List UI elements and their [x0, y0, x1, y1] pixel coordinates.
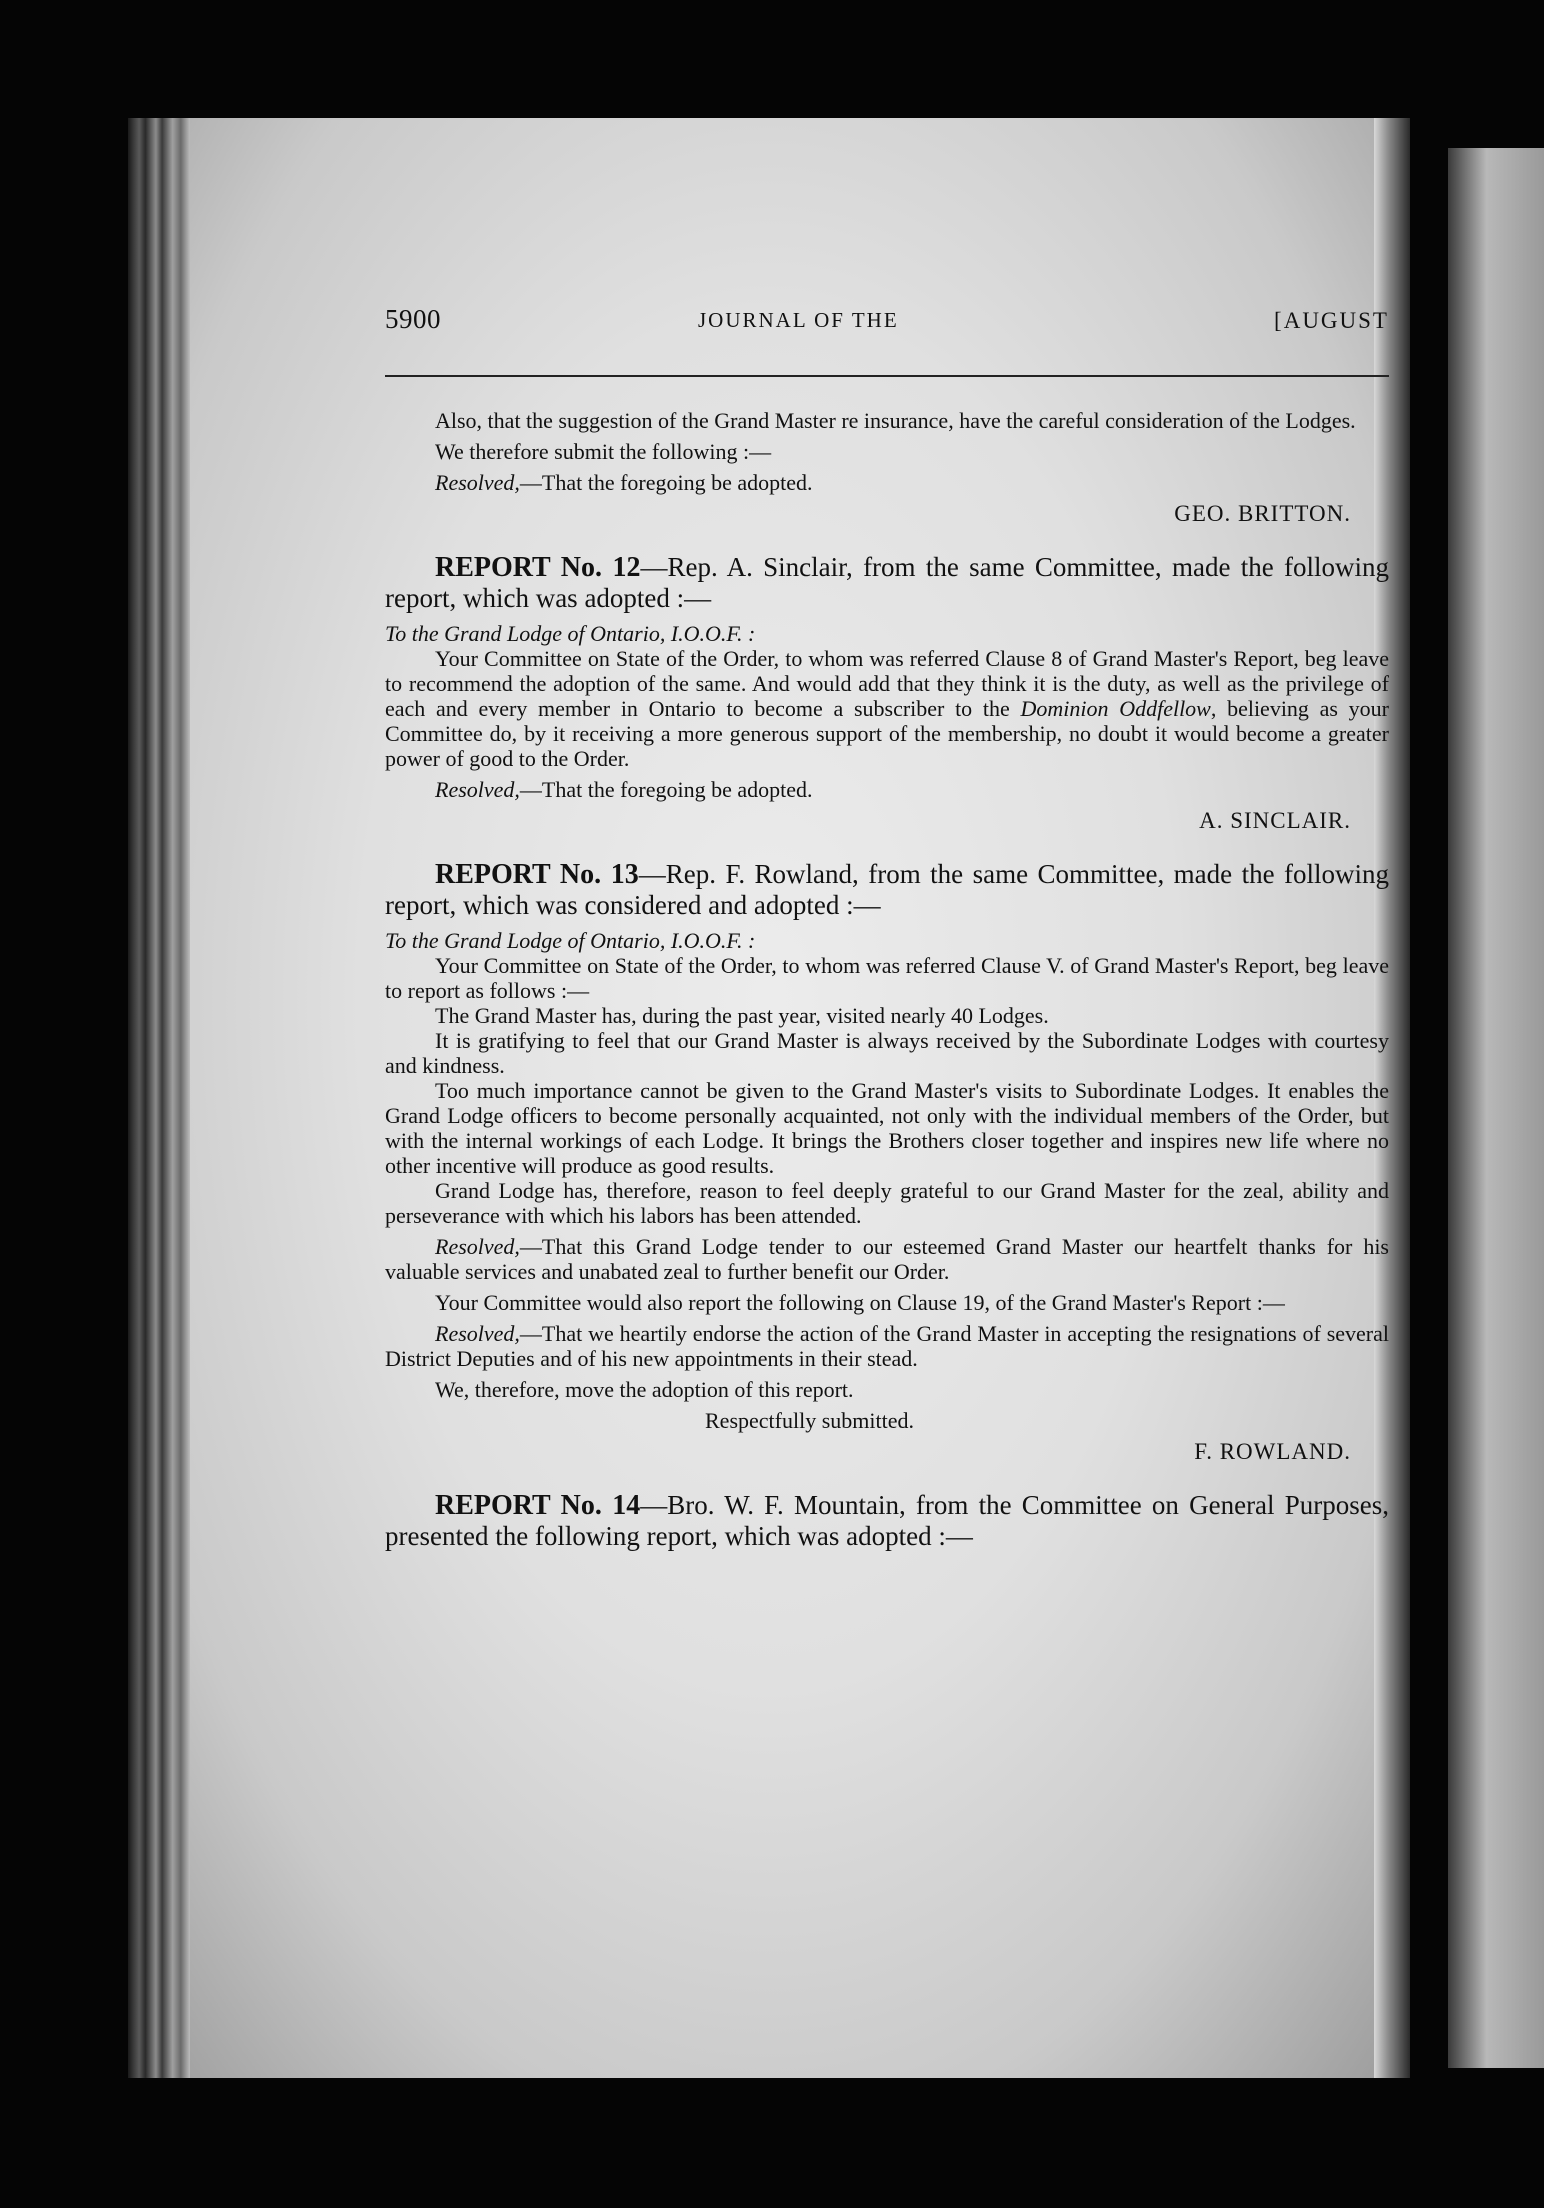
- report-heading: [385, 1490, 1389, 1551]
- resolution-text: —That this Grand Lodge tender to our esteemed Grand Master our heartfelt thanks for his valuable services and unabated zeal to further benefit our Order.: [385, 1234, 1389, 1284]
- adjacent-page-edge: [1448, 148, 1544, 2068]
- salutation: To the Grand Lodge of Ontario, I.O.O.F. :: [385, 621, 756, 646]
- report-intro: —Bro. W. F. Mountain, from the Committee on General Purposes, presented the following report, which was adopted :—: [385, 1490, 1389, 1551]
- resolved-label: Resolved,: [435, 1321, 520, 1346]
- resolution: [385, 1234, 1389, 1284]
- page-number: 5900: [385, 304, 441, 334]
- paragraph-text: Your Committee on State of the Order, to whom was referred Clause 8 of Grand Master's Report, beg leave to recommend the adoption of the same. And would add that they think it is the duty, as well as the privilege of each and every member in Ontario to become a subscriber to the: [385, 646, 1389, 721]
- report-intro: —Rep. F. Rowland, from the same Committee, made the following report, which was considered and adopted :—: [385, 859, 1390, 920]
- report-number: REPORT No. 13: [435, 859, 639, 890]
- paragraph: The Grand Master has, during the past year, visited nearly 40 Lodges.: [435, 1003, 1049, 1028]
- paragraph: We, therefore, move the adoption of this report.: [435, 1377, 854, 1402]
- resolution-text: —That the foregoing be adopted.: [519, 470, 813, 495]
- signature: GEO. BRITTON.: [1174, 501, 1351, 526]
- closing-line: Respectfully submitted.: [705, 1408, 914, 1433]
- resolved-label: Resolved,: [435, 1234, 520, 1259]
- report-number: REPORT No. 12: [435, 552, 641, 583]
- paragraph: [385, 646, 1389, 771]
- page-body: [385, 408, 1389, 1559]
- report-intro: —Rep. A. Sinclair, from the same Committee, made the following report, which was adopted :—: [385, 552, 1390, 613]
- resolution: [385, 1321, 1389, 1371]
- resolution-text: —That we heartily endorse the action of the Grand Master in accepting the resignations of several District Deputies and of his new appointments in their stead.: [385, 1321, 1389, 1371]
- paragraph: Grand Lodge has, therefore, reason to feel deeply grateful to our Grand Master for the zeal, ability and perseverance with which his labors has been attended.: [385, 1178, 1389, 1228]
- header-title: JOURNAL OF THE: [698, 308, 899, 332]
- paragraph: Also, that the suggestion of the Grand Master re insurance, have the careful consideration of the Lodges.: [435, 408, 1356, 433]
- report-number: REPORT No. 14: [435, 1490, 641, 1521]
- paragraph: We therefore submit the following :—: [435, 439, 772, 464]
- report-heading: [385, 859, 1389, 920]
- resolution: [385, 470, 1389, 495]
- salutation: To the Grand Lodge of Ontario, I.O.O.F. :: [385, 928, 756, 953]
- resolved-label: Resolved,: [435, 470, 520, 495]
- publication-title: Dominion Oddfellow: [1020, 696, 1211, 721]
- header-month: [AUGUST: [1274, 308, 1389, 333]
- resolution: [385, 777, 1389, 802]
- report-heading: [385, 552, 1389, 613]
- resolution-text: —That the foregoing be adopted.: [519, 777, 813, 802]
- paragraph: It is gratifying to feel that our Grand Master is always received by the Subordinate Lodges with courtesy and kindness.: [385, 1028, 1389, 1078]
- resolved-label: Resolved,: [435, 777, 520, 802]
- scanned-page: [128, 118, 1410, 2078]
- header-rule: [385, 375, 1389, 377]
- page-binding: [128, 118, 190, 2078]
- paragraph-text: , believing as your Committee do, by it receiving a more generous support of the membership, no doubt it would become a greater power of good to the Order.: [385, 696, 1389, 771]
- signature: A. SINCLAIR.: [1199, 808, 1351, 833]
- running-header: [385, 304, 1389, 344]
- signature: F. ROWLAND.: [1194, 1439, 1351, 1464]
- paragraph: Your Committee on State of the Order, to whom was referred Clause V. of Grand Master's Report, beg leave to report as follows :—: [385, 953, 1389, 1003]
- paragraph: Your Committee would also report the following on Clause 19, of the Grand Master's Report :—: [435, 1290, 1285, 1315]
- paragraph: Too much importance cannot be given to the Grand Master's visits to Subordinate Lodges. It enables the Grand Lodge officers to become personally acquainted, not only with the individual members of the Order, but with the internal workings of each Lodge. It brings the Brothers closer together and inspires new life where no other incentive will produce as good results.: [385, 1078, 1389, 1178]
